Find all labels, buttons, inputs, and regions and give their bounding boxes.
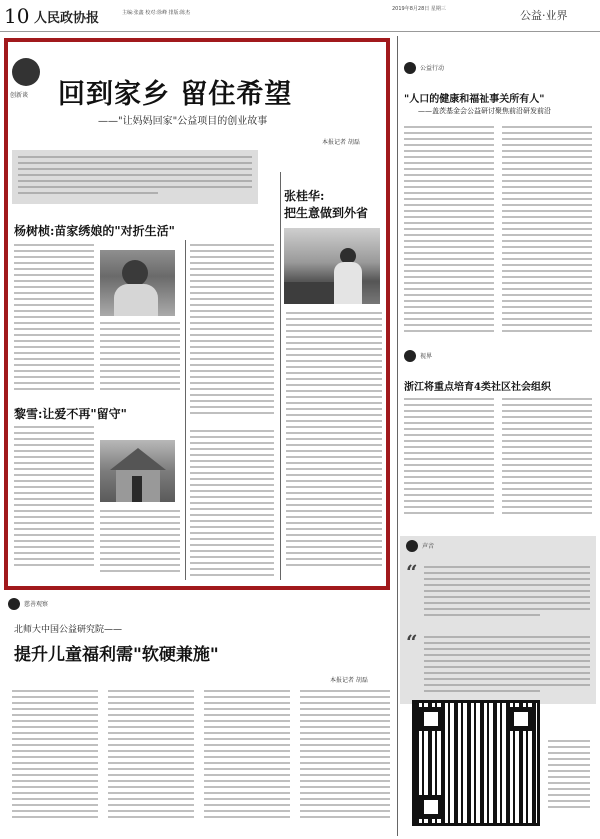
- feature-column-tag-label: 创新谈: [10, 92, 29, 99]
- bottom-kicker: 北师大中国公益研究院——: [14, 625, 123, 635]
- side-story-text: [286, 312, 382, 570]
- bottom-text-col2: [108, 690, 194, 822]
- right-top-subheadline: ——盖茨基金会公益研讨聚焦前沿研发前沿: [418, 107, 551, 115]
- voices-text-b: [424, 636, 590, 696]
- feature-title: 回到家乡 留住希望: [58, 79, 293, 110]
- side-headline-name: 张桂华:: [284, 189, 325, 203]
- side-headline-text: 把生意做到外省: [284, 206, 369, 220]
- right-top-headline: "人口的健康和福祉事关所有人": [404, 94, 545, 105]
- story1-text-col1: [14, 244, 94, 394]
- right-top-text-b: [502, 126, 592, 336]
- right-mid-text-a: [404, 398, 494, 518]
- bottom-headline: 提升儿童福利需"软硬兼施": [14, 645, 219, 665]
- feature-subtitle: ——"让妈妈回家"公益项目的创业故事: [98, 116, 268, 127]
- story1-text-col2: [190, 244, 274, 418]
- qr-code: [412, 700, 540, 826]
- right-top-column-tag: 公益行动: [420, 65, 445, 72]
- feature-byline: 本报记者 胡磊: [322, 139, 360, 146]
- story1-headline: 杨树桢:苗家绣娘的"对折生活": [14, 224, 175, 238]
- paper-name: 人民政协报: [34, 11, 100, 26]
- section-label: 公益·业界: [520, 9, 568, 22]
- bottom-text-col1: [12, 690, 98, 822]
- bottom-text-col3: [204, 690, 290, 822]
- voices-icon: [406, 540, 418, 552]
- column-rule: [280, 172, 281, 580]
- bottom-column-tag: 慈善观察: [24, 601, 49, 608]
- photo-scenery: [284, 228, 380, 304]
- quote-mark-icon: “: [406, 630, 418, 654]
- column-rule: [185, 240, 186, 580]
- right-mid-text-b: [502, 398, 592, 518]
- public-action-icon: [404, 62, 416, 74]
- story2-text-col1: [14, 426, 94, 570]
- photo-house: [100, 440, 175, 502]
- bottom-text-col4: [300, 690, 390, 822]
- date-info: 2019年8月28日 星期三: [392, 6, 446, 12]
- intro-text: [18, 156, 252, 198]
- quote-mark-icon: “: [406, 560, 418, 584]
- photo-embroiderer: [100, 250, 175, 316]
- right-top-text-a: [404, 126, 494, 336]
- right-mid-column-tag: 视界: [420, 353, 433, 360]
- right-column-rule: [397, 36, 398, 836]
- story2-text-col2: [190, 430, 274, 580]
- voices-text-a: [424, 566, 590, 620]
- vision-icon: [404, 350, 416, 362]
- right-mid-headline: 浙江将重点培育4类社区社会组织: [404, 382, 551, 393]
- right-bottom-column-tag: 声音: [422, 543, 435, 550]
- editors-line: 主编:张鑫 校对:徐峰 排版:陈杰: [122, 10, 191, 16]
- story2-text-col1b: [100, 510, 180, 576]
- story1-text-col1b: [100, 322, 180, 394]
- feature-column-tag: [12, 58, 40, 86]
- bottom-byline: 本报记者 胡磊: [330, 677, 368, 684]
- charity-watch-icon: [8, 598, 20, 610]
- story2-headline: 黎雪:让爱不再"留守": [14, 407, 127, 421]
- qr-caption-text: [548, 740, 590, 812]
- page-number: 10: [4, 4, 30, 28]
